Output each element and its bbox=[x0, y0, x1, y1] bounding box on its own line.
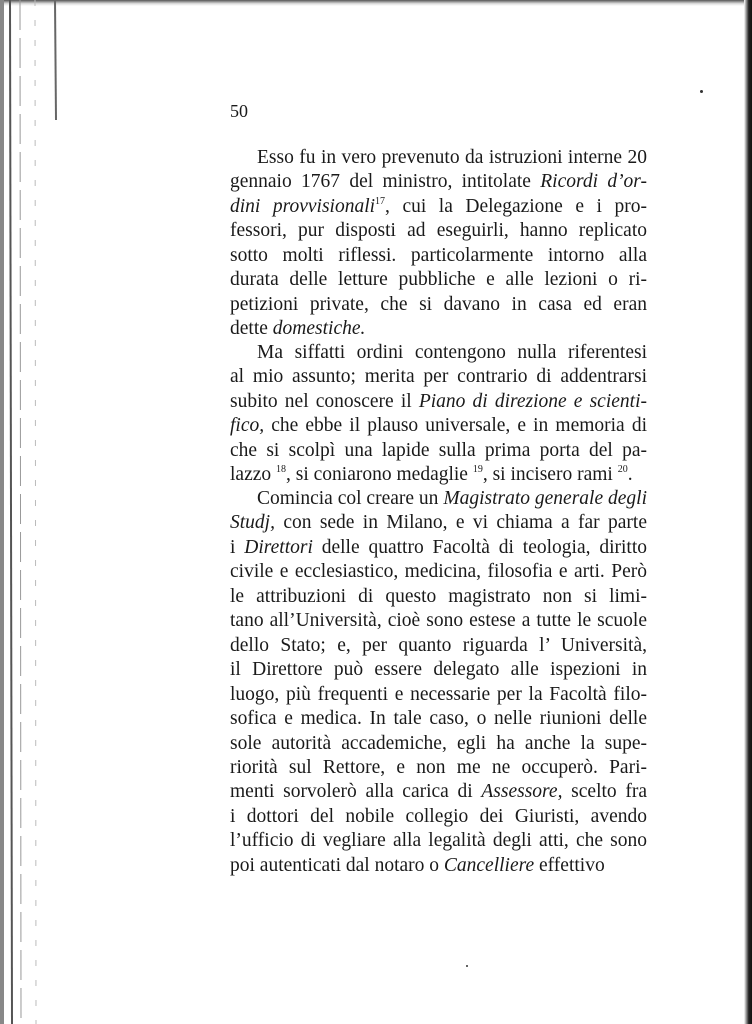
text-segment: tano all’Università, cioè sono estese a tutte le scuole bbox=[230, 610, 647, 632]
text-segment: che ebbe il plauso universale, e in memoria di bbox=[264, 415, 647, 437]
text-segment: che si scolpì una lapide sulla prima porta del pa- bbox=[230, 439, 647, 461]
text-line bbox=[230, 634, 647, 658]
text-line bbox=[230, 463, 647, 487]
text-line bbox=[230, 487, 647, 511]
text-line bbox=[230, 683, 647, 707]
speck bbox=[700, 90, 703, 93]
text-line bbox=[230, 219, 647, 243]
text-line bbox=[230, 560, 647, 584]
italic-text: dini provvisionali bbox=[230, 195, 376, 217]
text-line bbox=[230, 268, 647, 292]
text-line bbox=[230, 341, 647, 365]
text-segment: il Direttore può essere delegato alle ispezioni in bbox=[230, 659, 647, 681]
text-segment: . bbox=[627, 464, 633, 486]
text-segment: dello Stato; e, per quanto riguarda l’ Università, bbox=[230, 634, 647, 656]
text-line bbox=[230, 365, 647, 389]
text-line bbox=[230, 805, 647, 829]
text-segment: lazzo bbox=[230, 464, 277, 486]
text-line bbox=[230, 854, 647, 878]
text-segment: , si incisero rami bbox=[482, 464, 618, 486]
text-segment: sotto molti riflessi. particolarmente intorno alla bbox=[230, 244, 647, 266]
text-segment: con sede in Milano, e vi chiama a far parte bbox=[274, 512, 647, 534]
text-segment: al mio assunto; merita per contrario di addentrarsi bbox=[230, 366, 647, 388]
text-segment: luogo, più frequenti e necessarie per la Facoltà filo- bbox=[230, 683, 647, 705]
text-line bbox=[230, 829, 647, 853]
italic-text: Piano di direzione e scienti- bbox=[418, 390, 647, 412]
text-line bbox=[230, 585, 647, 609]
text-segment: gennaio 1767 del ministro, intitolate bbox=[230, 171, 541, 193]
text-line bbox=[230, 293, 647, 317]
text-segment: le attribuzioni di questo magistrato non si limi- bbox=[230, 585, 647, 607]
speck bbox=[466, 965, 468, 967]
text-segment: scelto fra bbox=[562, 781, 647, 803]
text-segment: i dottori del nobile collegio dei Giuristi, avendo bbox=[230, 805, 647, 827]
italic-text: Studj, bbox=[230, 512, 275, 534]
text-line bbox=[230, 658, 647, 682]
text-segment: fessori, pur disposti ad eseguirli, hanno replicato bbox=[230, 220, 647, 242]
text-line bbox=[230, 707, 647, 731]
text-line bbox=[230, 170, 647, 194]
text-segment: dette bbox=[230, 318, 273, 340]
footnote-ref: 19 bbox=[472, 464, 483, 476]
italic-text: fico, bbox=[230, 415, 265, 437]
text-line bbox=[230, 609, 647, 633]
scan-top-edge bbox=[0, 0, 752, 6]
text-line bbox=[230, 439, 647, 463]
text-line bbox=[230, 244, 647, 268]
text-segment: civile e ecclesiastico, medicina, filosofia e arti. Però bbox=[230, 561, 647, 583]
footnote-ref: 18 bbox=[276, 464, 287, 476]
text-segment: , cui la Delegazione e i pro- bbox=[385, 195, 647, 217]
text-segment: poi autenticati dal notaro o bbox=[230, 854, 444, 876]
italic-text: Direttori bbox=[244, 536, 313, 558]
text-line bbox=[230, 414, 647, 438]
text-line bbox=[230, 511, 647, 535]
scan-left-edge bbox=[0, 0, 70, 1024]
text-segment: menti sorvolerò alla carica di bbox=[230, 781, 482, 803]
text-segment: i bbox=[230, 536, 245, 558]
italic-text: Assessore, bbox=[481, 781, 563, 803]
text-segment: Esso fu in vero prevenuto da istruzioni interne 20 bbox=[257, 147, 647, 168]
footnote-ref: 20 bbox=[617, 464, 628, 476]
text-segment: durata delle letture pubbliche e alle lezioni o ri- bbox=[230, 269, 647, 291]
text-line bbox=[230, 195, 647, 219]
text-segment: effettivo bbox=[534, 854, 605, 876]
text-line bbox=[230, 536, 647, 560]
text-segment: Ma siffatti ordini contengono nulla riferentesi bbox=[257, 342, 647, 363]
text-segment: petizioni private, che si davano in casa ed eran bbox=[230, 293, 647, 315]
text-segment: sofica e medica. In tale caso, o nelle riunioni delle bbox=[230, 708, 647, 730]
text-segment: subito nel conoscere il bbox=[230, 390, 419, 412]
text-segment: delle quattro Facoltà di teologia, diritto bbox=[312, 536, 647, 558]
footnote-ref: 17 bbox=[375, 195, 386, 207]
text-line bbox=[230, 756, 647, 780]
italic-text: Cancelliere bbox=[443, 854, 535, 876]
text-segment: , si coniarono medaglie bbox=[286, 464, 473, 486]
text-line bbox=[230, 732, 647, 756]
text-segment: Comincia col creare un bbox=[257, 488, 444, 509]
text-line bbox=[230, 317, 647, 341]
text-segment: sole autorità accademiche, egli ha anche la supe- bbox=[230, 732, 647, 754]
text-line bbox=[230, 390, 647, 414]
page-number: 50 bbox=[230, 101, 248, 121]
text-segment: l’ufficio di vegliare alla legalità degli atti, che sono bbox=[230, 830, 647, 852]
text-segment: riorità sul Rettore, e non me ne occuperò. Pari- bbox=[230, 756, 647, 778]
italic-text: domestiche. bbox=[272, 318, 366, 340]
text-line bbox=[230, 146, 647, 170]
italic-text: Ricordi d’or- bbox=[540, 171, 648, 193]
text-line bbox=[230, 780, 647, 804]
scan-right-edge bbox=[744, 0, 752, 1024]
italic-text: Magistrato generale degli bbox=[443, 488, 648, 509]
